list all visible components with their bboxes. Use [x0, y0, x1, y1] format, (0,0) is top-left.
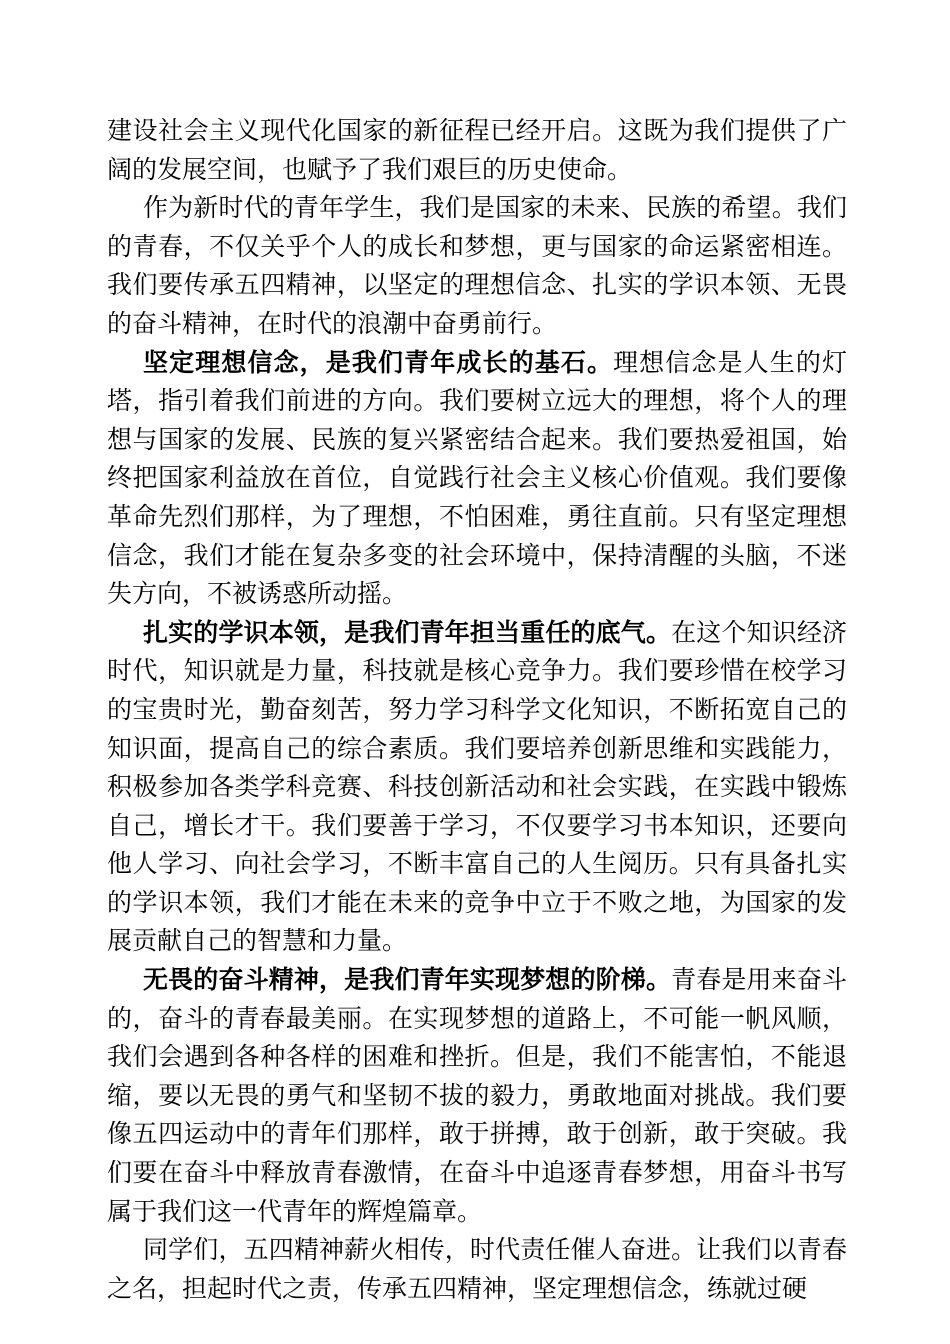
paragraph [107, 189, 847, 343]
paragraph-text: 作为新时代的青年学生，我们是国家的未来、民族的希望。我们的青春，不仅关乎个人的成长和梦想，更与国家的命运紧密相连。我们要传承五四精神，以坚定的理想信念、扎实的学识本领、无畏的奋斗精神，在时代的浪潮中奋勇前行。 [107, 193, 847, 338]
paragraph-ideals [107, 344, 847, 614]
paragraph-knowledge [107, 614, 847, 961]
paragraph-lead-heading: 扎实的学识本领，是我们青年担当重任的底气。 [143, 617, 672, 647]
paragraph-struggle [107, 961, 847, 1231]
document-body [107, 112, 847, 1308]
paragraph-text: 同学们，五四精神薪火相传，时代责任催人奋进。让我们以青春之名，担起时代之责，传承五四精神，坚定理想信念，练就过硬 [107, 1235, 847, 1303]
paragraph-text: 在这个知识经济时代，知识就是力量，科技就是核心竞争力。我们要珍惜在校学习的宝贵时光，勤奋刻苦，努力学习科学文化知识，不断拓宽自己的知识面，提高自己的综合素质。我们要培养创新思维和实践能力，积极参加各类学科竞赛、科技创新活动和社会实践，在实践中锻炼自己，增长才干。我们要善于学习，不仅要学习书本知识，还要向他人学习、向社会学习，不断丰富自己的人生阅历。只有具备扎实的学识本领，我们才能在未来的竞争中立于不败之地，为国家的发展贡献自己的智慧和力量。 [107, 617, 847, 956]
paragraph-lead-heading: 无畏的奋斗精神，是我们青年实现梦想的阶梯。 [143, 965, 672, 995]
paragraph [107, 112, 847, 189]
paragraph-text: 建设社会主义现代化国家的新征程已经开启。这既为我们提供了广阔的发展空间，也赋予了我们艰巨的历史使命。 [107, 116, 847, 184]
paragraph-text: 理想信念是人生的灯塔，指引着我们前进的方向。我们要树立远大的理想，将个人的理想与国家的发展、民族的复兴紧密结合起来。我们要热爱祖国，始终把国家利益放在首位，自觉践行社会主义核心价值观。我们要像革命先烈们那样，为了理想，不怕困难，勇往直前。只有坚定理想信念，我们才能在复杂多变的社会环境中，保持清醒的头脑，不迷失方向，不被诱惑所动摇。 [107, 347, 847, 609]
paragraph-lead-heading: 坚定理想信念，是我们青年成长的基石。 [143, 347, 614, 377]
paragraph-closing [107, 1231, 847, 1308]
paragraph-text: 青春是用来奋斗的，奋斗的青春最美丽。在实现梦想的道路上，不可能一帆风顺，我们会遇到各种各样的困难和挫折。但是，我们不能害怕，不能退缩，要以无畏的勇气和坚韧不拔的毅力，勇敢地面对挑战。我们要像五四运动中的青年们那样，敢于拼搏，敢于创新，敢于突破。我们要在奋斗中释放青春激情，在奋斗中追逐青春梦想，用奋斗书写属于我们这一代青年的辉煌篇章。 [107, 965, 847, 1226]
